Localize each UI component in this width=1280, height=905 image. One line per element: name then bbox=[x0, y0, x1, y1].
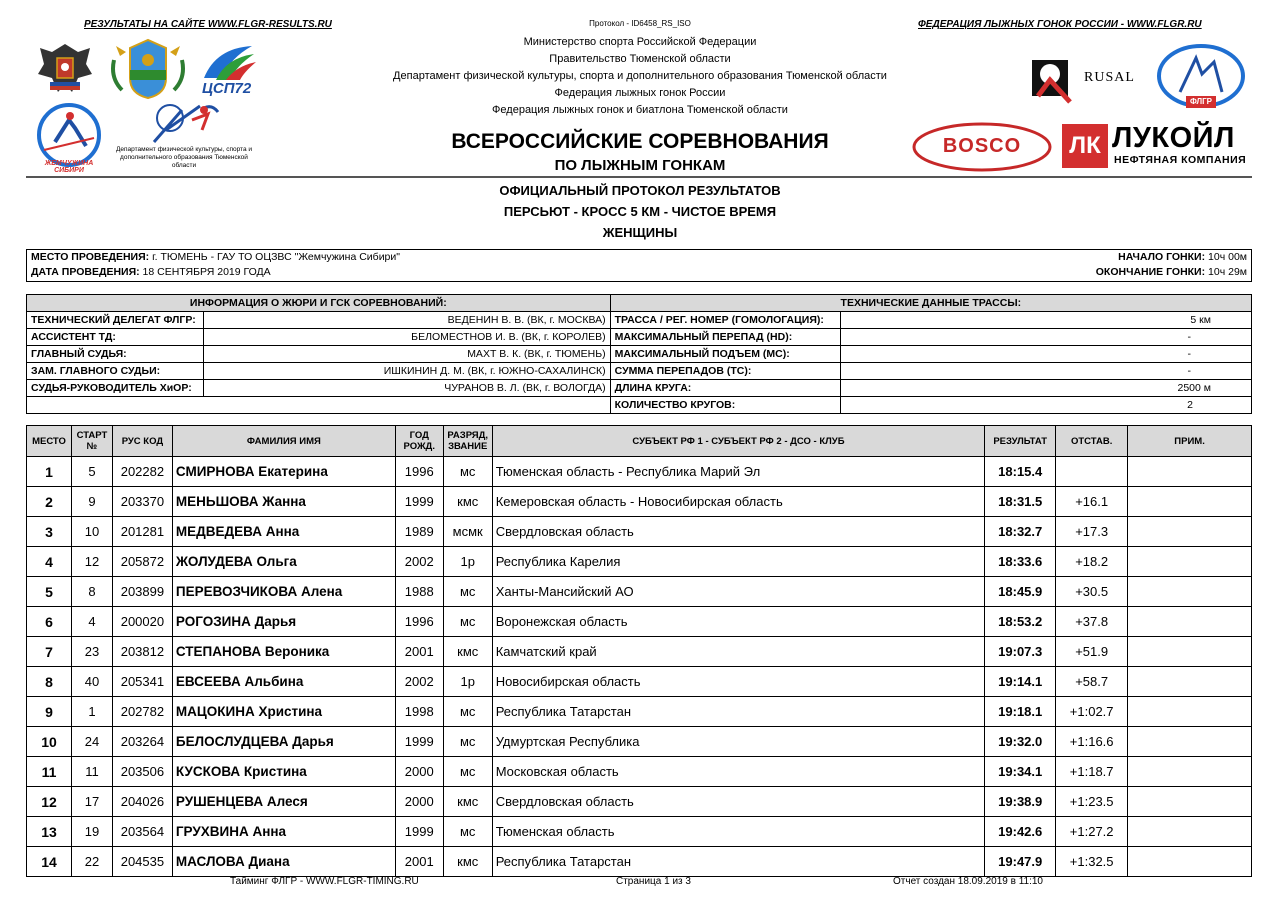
jury-header: ИНФОРМАЦИЯ О ЖЮРИ И ГСК СОРЕВНОВАНИЙ: bbox=[27, 295, 611, 312]
cell-result: 18:53.2 bbox=[985, 607, 1056, 637]
organizer-line: Федерация лыжных гонок России bbox=[554, 87, 726, 99]
cell-result: 19:14.1 bbox=[985, 667, 1056, 697]
federation-site-link[interactable]: ФЕДЕРАЦИЯ ЛЫЖНЫХ ГОНОК РОССИИ - WWW.FLGR.RU bbox=[918, 19, 1202, 30]
footer-timing: Тайминг ФЛГР - WWW.FLGR-TIMING.RU bbox=[230, 876, 419, 887]
page-subtitle: ПО ЛЫЖНЫМ ГОНКАМ bbox=[554, 157, 726, 174]
table-row bbox=[27, 697, 1252, 727]
rusal-logo bbox=[1030, 58, 1140, 106]
cell-code: 204026 bbox=[112, 787, 172, 817]
cell-note bbox=[1128, 727, 1252, 757]
col-header: РАЗРЯД, ЗВАНИЕ bbox=[443, 426, 492, 457]
jury-value: ЧУРАНОВ В. Л. (ВК, г. ВОЛОГДА) bbox=[203, 380, 610, 397]
cell-rank: мс bbox=[443, 607, 492, 637]
cell-code: 203812 bbox=[112, 637, 172, 667]
cell-year: 2001 bbox=[395, 637, 443, 667]
cell-year: 1999 bbox=[395, 487, 443, 517]
cell-rank: кмс bbox=[443, 637, 492, 667]
cell-gap: +1:18.7 bbox=[1056, 757, 1128, 787]
footer-created: Отчет создан 18.09.2019 в 11:10 bbox=[893, 876, 1043, 887]
cell-year: 2000 bbox=[395, 787, 443, 817]
jury-label: ЗАМ. ГЛАВНОГО СУДЬИ: bbox=[27, 363, 204, 380]
race-start bbox=[1118, 251, 1247, 263]
venue-info bbox=[26, 249, 1252, 282]
cell-note bbox=[1128, 607, 1252, 637]
organizers-list bbox=[330, 34, 950, 119]
cell-note bbox=[1128, 667, 1252, 697]
cell-name: МЕНЬШОВА Жанна bbox=[172, 487, 395, 517]
cell-gap: +1:23.5 bbox=[1056, 787, 1128, 817]
table-row bbox=[27, 667, 1252, 697]
track-value: 5 км bbox=[840, 312, 1251, 329]
cell-note bbox=[1128, 547, 1252, 577]
cell-gap: +37.8 bbox=[1056, 607, 1128, 637]
table-row bbox=[27, 787, 1252, 817]
cell-year: 1999 bbox=[395, 727, 443, 757]
cell-note bbox=[1128, 787, 1252, 817]
cell-gap: +18.2 bbox=[1056, 547, 1128, 577]
race-end-value: 10ч 29м bbox=[1208, 266, 1247, 278]
bosco-text: BOSCO bbox=[942, 135, 1022, 157]
table-row bbox=[27, 517, 1252, 547]
russia-sport-emblem-logo bbox=[30, 38, 100, 100]
cell-gap: +1:16.6 bbox=[1056, 727, 1128, 757]
cell-result: 18:15.4 bbox=[985, 457, 1056, 487]
col-header: СУБЪЕКТ РФ 1 - СУБЪЕКТ РФ 2 - ДСО - КЛУБ bbox=[492, 426, 985, 457]
cell-place: 10 bbox=[27, 727, 72, 757]
table-row bbox=[27, 487, 1252, 517]
cell-rank: мс bbox=[443, 577, 492, 607]
cell-bib: 1 bbox=[71, 697, 112, 727]
cell-region: Московская область bbox=[492, 757, 985, 787]
jury-label: ГЛАВНЫЙ СУДЬЯ: bbox=[27, 346, 204, 363]
cell-name: ЕВСЕЕВА Альбина bbox=[172, 667, 395, 697]
cell-bib: 40 bbox=[71, 667, 112, 697]
cell-gap: +1:27.2 bbox=[1056, 817, 1128, 847]
venue-place-label: МЕСТО ПРОВЕДЕНИЯ: bbox=[31, 251, 150, 263]
cell-place: 13 bbox=[27, 817, 72, 847]
cell-place: 14 bbox=[27, 847, 72, 877]
cell-name: РУШЕНЦЕВА Алеся bbox=[172, 787, 395, 817]
col-header: ОТСТАВ. bbox=[1056, 426, 1128, 457]
cell-year: 1988 bbox=[395, 577, 443, 607]
cell-code: 203899 bbox=[112, 577, 172, 607]
cell-result: 18:45.9 bbox=[985, 577, 1056, 607]
csp72-logo bbox=[196, 42, 260, 98]
cell-result: 19:47.9 bbox=[985, 847, 1056, 877]
cell-code: 200020 bbox=[112, 607, 172, 637]
table-row bbox=[27, 637, 1252, 667]
jury-track-table bbox=[26, 294, 1252, 414]
cell-bib: 24 bbox=[71, 727, 112, 757]
track-label: ДЛИНА КРУГА: bbox=[610, 380, 840, 397]
col-header: ФАМИЛИЯ ИМЯ bbox=[172, 426, 395, 457]
cell-place: 6 bbox=[27, 607, 72, 637]
cell-gap: +16.1 bbox=[1056, 487, 1128, 517]
cell-region: Республика Карелия bbox=[492, 547, 985, 577]
cell-gap: +1:32.5 bbox=[1056, 847, 1128, 877]
cell-name: СТЕПАНОВА Вероника bbox=[172, 637, 395, 667]
cell-result: 18:31.5 bbox=[985, 487, 1056, 517]
col-header: СТАРТ № bbox=[71, 426, 112, 457]
race-end bbox=[1096, 266, 1247, 278]
results-table bbox=[26, 425, 1252, 877]
cell-name: ЖОЛУДЕВА Ольга bbox=[172, 547, 395, 577]
jemchujina-sibiri-logo bbox=[30, 102, 108, 172]
tyumen-coat-of-arms-logo bbox=[108, 38, 188, 100]
sport-department-text: Департамент физической культуры, спорта и дополнительного образования Тюменской области bbox=[115, 146, 253, 169]
cell-note bbox=[1128, 517, 1252, 547]
track-label: МАКСИМАЛЬНЫЙ ПЕРЕПАД (HD): bbox=[610, 329, 840, 346]
cell-rank: 1р bbox=[443, 547, 492, 577]
protocol-line-2: ПЕРСЬЮТ - КРОСС 5 КМ - ЧИСТОЕ ВРЕМЯ bbox=[503, 204, 777, 219]
cell-rank: мс bbox=[443, 727, 492, 757]
bosco-logo bbox=[912, 122, 1052, 172]
cell-region: Ханты-Мансийский АО bbox=[492, 577, 985, 607]
cell-year: 2000 bbox=[395, 757, 443, 787]
cell-gap: +58.7 bbox=[1056, 667, 1128, 697]
results-header-row bbox=[27, 426, 1252, 457]
cell-bib: 19 bbox=[71, 817, 112, 847]
organizer-line: Департамент физической культуры, спорта и дополнительного образования Тюменской области bbox=[393, 70, 887, 82]
col-header: РУС КОД bbox=[112, 426, 172, 457]
cell-result: 19:18.1 bbox=[985, 697, 1056, 727]
cell-place: 7 bbox=[27, 637, 72, 667]
results-site-link[interactable]: РЕЗУЛЬТАТЫ НА САЙТЕ WWW.FLGR-RESULTS.RU bbox=[84, 19, 332, 30]
organizer-line: Федерация лыжных гонок и биатлона Тюменской области bbox=[492, 104, 788, 116]
cell-code: 205872 bbox=[112, 547, 172, 577]
cell-note bbox=[1128, 577, 1252, 607]
track-value: - bbox=[840, 346, 1251, 363]
venue-date-row bbox=[31, 266, 1247, 281]
cell-region: Удмуртская Республика bbox=[492, 727, 985, 757]
cell-rank: кмс bbox=[443, 847, 492, 877]
cell-gap: +30.5 bbox=[1056, 577, 1128, 607]
rusal-text: RUSAL bbox=[1084, 70, 1135, 85]
cell-code: 203370 bbox=[112, 487, 172, 517]
cell-region: Свердловская область bbox=[492, 517, 985, 547]
flgr-text: ФЛГР bbox=[1189, 97, 1212, 106]
lukoil-mark: ЛК bbox=[1062, 124, 1108, 168]
col-header: ПРИМ. bbox=[1128, 426, 1252, 457]
lukoil-logo bbox=[1062, 124, 1252, 170]
table-row bbox=[27, 847, 1252, 877]
jury-label: СУДЬЯ-РУКОВОДИТЕЛЬ ХиОР: bbox=[27, 380, 204, 397]
cell-bib: 17 bbox=[71, 787, 112, 817]
cell-rank: кмс bbox=[443, 787, 492, 817]
jury-label: ТЕХНИЧЕСКИЙ ДЕЛЕГАТ ФЛГР: bbox=[27, 312, 204, 329]
col-header: РЕЗУЛЬТАТ bbox=[985, 426, 1056, 457]
cell-region: Воронежская область bbox=[492, 607, 985, 637]
cell-rank: мс bbox=[443, 757, 492, 787]
cell-rank: мс bbox=[443, 457, 492, 487]
table-row bbox=[27, 547, 1252, 577]
cell-bib: 10 bbox=[71, 517, 112, 547]
cell-note bbox=[1128, 757, 1252, 787]
cell-year: 1996 bbox=[395, 607, 443, 637]
cell-name: МЕДВЕДЕВА Анна bbox=[172, 517, 395, 547]
table-row bbox=[27, 757, 1252, 787]
cell-note bbox=[1128, 637, 1252, 667]
csp72-text: ЦСП72 bbox=[202, 80, 252, 97]
protocol-id: Протокол - ID6458_RS_ISO bbox=[589, 19, 691, 28]
track-label: КОЛИЧЕСТВО КРУГОВ: bbox=[610, 397, 840, 414]
cell-name: РОГОЗИНА Дарья bbox=[172, 607, 395, 637]
cell-place: 1 bbox=[27, 457, 72, 487]
cell-rank: кмс bbox=[443, 487, 492, 517]
cell-code: 203506 bbox=[112, 757, 172, 787]
jury-value: ИШКИНИН Д. М. (ВК, г. ЮЖНО-САХАЛИНСК) bbox=[203, 363, 610, 380]
cell-gap bbox=[1056, 457, 1128, 487]
jury-empty-cell bbox=[27, 397, 611, 414]
cell-region: Свердловская область bbox=[492, 787, 985, 817]
cell-name: СМИРНОВА Екатерина bbox=[172, 457, 395, 487]
venue-date-value: 18 СЕНТЯБРЯ 2019 ГОДА bbox=[142, 266, 271, 278]
cell-bib: 8 bbox=[71, 577, 112, 607]
cell-year: 1996 bbox=[395, 457, 443, 487]
cell-result: 18:33.6 bbox=[985, 547, 1056, 577]
cell-region: Республика Татарстан bbox=[492, 697, 985, 727]
track-value: 2 bbox=[840, 397, 1251, 414]
venue-date-label: ДАТА ПРОВЕДЕНИЯ: bbox=[31, 266, 140, 278]
cell-code: 203564 bbox=[112, 817, 172, 847]
cell-region: Тюменская область - Республика Марий Эл bbox=[492, 457, 985, 487]
cell-rank: 1р bbox=[443, 667, 492, 697]
track-label: МАКСИМАЛЬНЫЙ ПОДЪЕМ (МС): bbox=[610, 346, 840, 363]
cell-rank: мсмк bbox=[443, 517, 492, 547]
cell-code: 202282 bbox=[112, 457, 172, 487]
cell-result: 19:34.1 bbox=[985, 757, 1056, 787]
cell-name: КУСКОВА Кристина bbox=[172, 757, 395, 787]
cell-year: 2002 bbox=[395, 667, 443, 697]
cell-bib: 4 bbox=[71, 607, 112, 637]
track-label: ТРАССА / РЕГ. НОМЕР (ГОМОЛОГАЦИЯ): bbox=[610, 312, 840, 329]
cell-note bbox=[1128, 847, 1252, 877]
cell-gap: +1:02.7 bbox=[1056, 697, 1128, 727]
protocol-title bbox=[330, 180, 950, 243]
footer-page: Страница 1 из 3 bbox=[616, 876, 691, 887]
cell-place: 5 bbox=[27, 577, 72, 607]
cell-name: МАСЛОВА Диана bbox=[172, 847, 395, 877]
cell-year: 1999 bbox=[395, 817, 443, 847]
cell-code: 204535 bbox=[112, 847, 172, 877]
table-row bbox=[27, 577, 1252, 607]
venue-place-row bbox=[31, 251, 1247, 266]
cell-year: 1989 bbox=[395, 517, 443, 547]
track-value: - bbox=[840, 329, 1251, 346]
lukoil-subtext: НЕФТЯНАЯ КОМПАНИЯ bbox=[1114, 154, 1247, 166]
table-row bbox=[27, 817, 1252, 847]
cell-place: 3 bbox=[27, 517, 72, 547]
cell-code: 201281 bbox=[112, 517, 172, 547]
cell-region: Тюменская область bbox=[492, 817, 985, 847]
race-start-label: НАЧАЛО ГОНКИ: bbox=[1118, 251, 1206, 263]
track-value: 2500 м bbox=[840, 380, 1251, 397]
cell-year: 2002 bbox=[395, 547, 443, 577]
jury-label: АССИСТЕНТ ТД: bbox=[27, 329, 204, 346]
cell-name: ПЕРЕВОЗЧИКОВА Алена bbox=[172, 577, 395, 607]
cell-region: Кемеровская область - Новосибирская область bbox=[492, 487, 985, 517]
organizer-line: Правительство Тюменской области bbox=[549, 53, 731, 65]
cell-rank: мс bbox=[443, 697, 492, 727]
cell-place: 9 bbox=[27, 697, 72, 727]
cell-result: 18:32.7 bbox=[985, 517, 1056, 547]
table-row bbox=[27, 457, 1252, 487]
page-title: ВСЕРОССИЙСКИЕ СОРЕВНОВАНИЯ bbox=[451, 130, 829, 153]
cell-note bbox=[1128, 697, 1252, 727]
cell-rank: мс bbox=[443, 817, 492, 847]
cell-name: ГРУХВИНА Анна bbox=[172, 817, 395, 847]
table-row bbox=[27, 607, 1252, 637]
cell-bib: 12 bbox=[71, 547, 112, 577]
table-row bbox=[27, 727, 1252, 757]
cell-note bbox=[1128, 817, 1252, 847]
cell-code: 203264 bbox=[112, 727, 172, 757]
cell-name: МАЦОКИНА Христина bbox=[172, 697, 395, 727]
cell-gap: +51.9 bbox=[1056, 637, 1128, 667]
cell-bib: 9 bbox=[71, 487, 112, 517]
protocol-line-1: ОФИЦИАЛЬНЫЙ ПРОТОКОЛ РЕЗУЛЬТАТОВ bbox=[499, 183, 781, 198]
flgr-logo bbox=[1156, 44, 1246, 112]
cell-bib: 11 bbox=[71, 757, 112, 787]
cell-place: 8 bbox=[27, 667, 72, 697]
sport-department-logo bbox=[108, 100, 260, 172]
cell-bib: 23 bbox=[71, 637, 112, 667]
cell-place: 4 bbox=[27, 547, 72, 577]
track-label: СУММА ПЕРЕПАДОВ (ТС): bbox=[610, 363, 840, 380]
cell-result: 19:42.6 bbox=[985, 817, 1056, 847]
jury-value: МАХТ В. К. (ВК, г. ТЮМЕНЬ) bbox=[203, 346, 610, 363]
cell-year: 2001 bbox=[395, 847, 443, 877]
cell-place: 12 bbox=[27, 787, 72, 817]
cell-region: Камчатский край bbox=[492, 637, 985, 667]
cell-region: Новосибирская область bbox=[492, 667, 985, 697]
cell-region: Республика Татарстан bbox=[492, 847, 985, 877]
jury-value: БЕЛОМЕСТНОВ И. В. (ВК, г. КОРОЛЕВ) bbox=[203, 329, 610, 346]
race-end-label: ОКОНЧАНИЕ ГОНКИ: bbox=[1095, 266, 1206, 278]
cell-code: 202782 bbox=[112, 697, 172, 727]
col-header: ГОД РОЖД. bbox=[395, 426, 443, 457]
cell-note bbox=[1128, 457, 1252, 487]
cell-name: БЕЛОСЛУДЦЕВА Дарья bbox=[172, 727, 395, 757]
cell-result: 19:32.0 bbox=[985, 727, 1056, 757]
organizer-line: Министерство спорта Российской Федерации bbox=[523, 36, 757, 48]
track-value: - bbox=[840, 363, 1251, 380]
race-start-value: 10ч 00м bbox=[1208, 251, 1247, 263]
venue-place-value: г. ТЮМЕНЬ - ГАУ ТО ОЦЗВС "Жемчужина Сибири" bbox=[152, 251, 400, 263]
cell-place: 11 bbox=[27, 757, 72, 787]
cell-year: 1998 bbox=[395, 697, 443, 727]
cell-note bbox=[1128, 487, 1252, 517]
protocol-line-3: ЖЕНЩИНЫ bbox=[602, 225, 678, 240]
cell-place: 2 bbox=[27, 487, 72, 517]
cell-result: 19:07.3 bbox=[985, 637, 1056, 667]
jury-value: ВЕДЕНИН В. В. (ВК, г. МОСКВА) bbox=[203, 312, 610, 329]
cell-bib: 22 bbox=[71, 847, 112, 877]
cell-result: 19:38.9 bbox=[985, 787, 1056, 817]
col-header: МЕСТО bbox=[27, 426, 72, 457]
cell-bib: 5 bbox=[71, 457, 112, 487]
cell-gap: +17.3 bbox=[1056, 517, 1128, 547]
lukoil-text: ЛУКОЙЛ bbox=[1112, 122, 1235, 154]
jemchujina-text: ЖЕМЧУЖИНА СИБИРИ bbox=[44, 160, 94, 174]
cell-code: 205341 bbox=[112, 667, 172, 697]
header-divider bbox=[26, 176, 1252, 178]
track-header: ТЕХНИЧЕСКИЕ ДАННЫЕ ТРАССЫ: bbox=[610, 295, 1251, 312]
